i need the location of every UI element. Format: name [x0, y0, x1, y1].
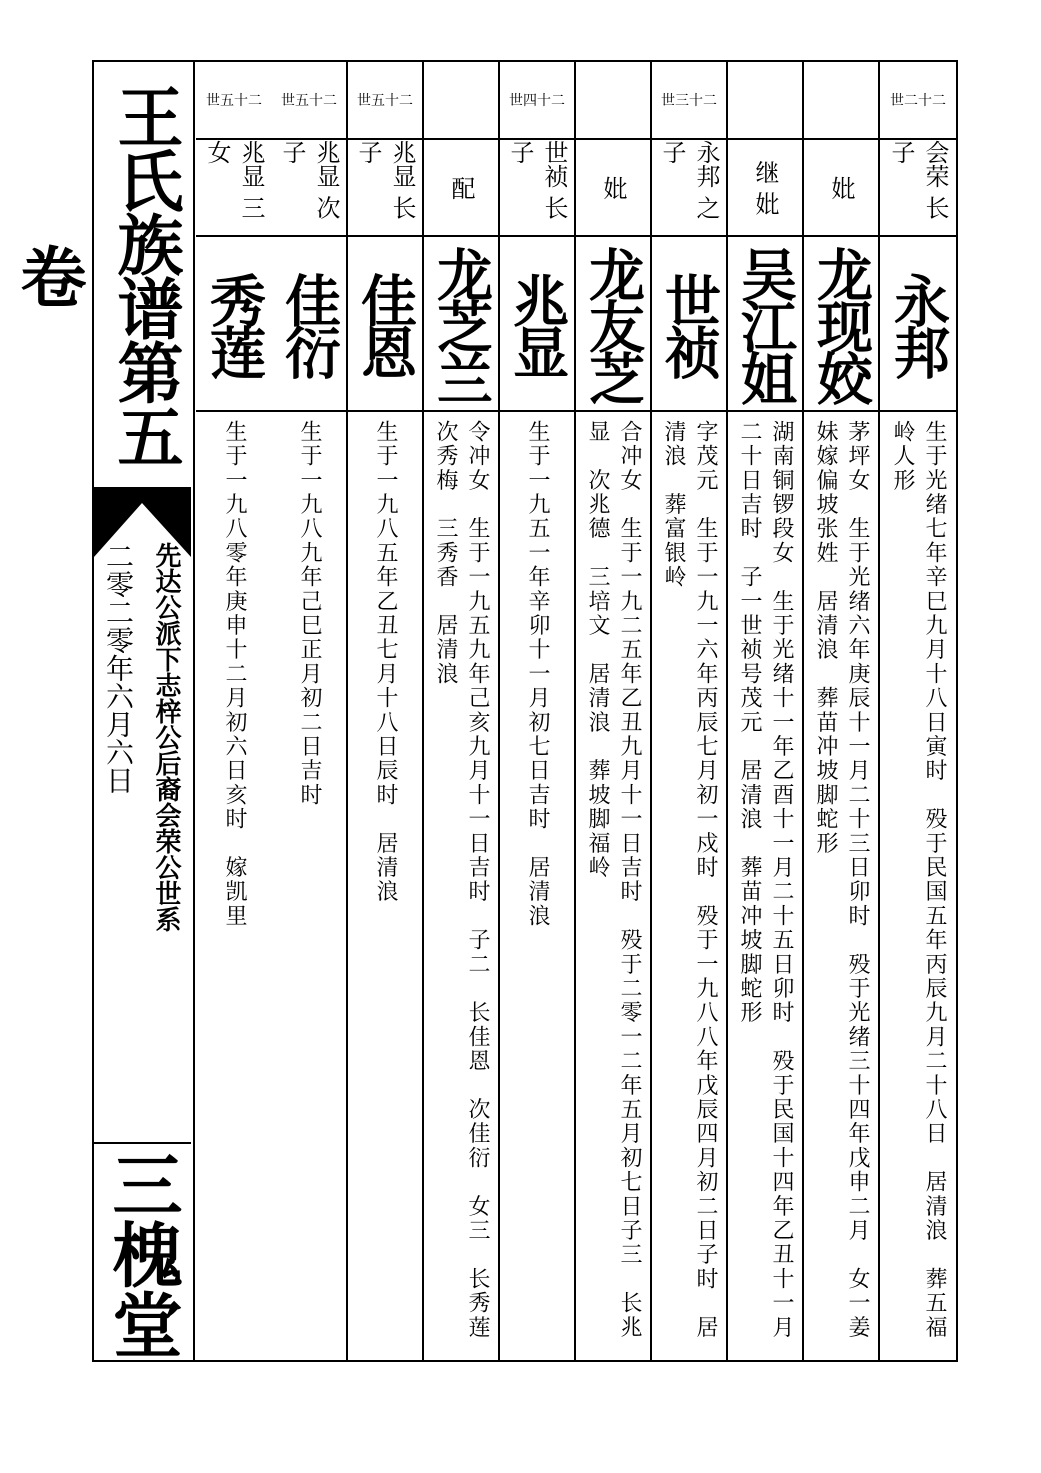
- name-cell: [576, 237, 650, 412]
- relation-cell: [728, 140, 802, 237]
- biography: 令冲女 生于一九五九年己亥九月十一日吉时 子二 长佳恩 次佳衍 女三 长秀莲 次秀梅 三秀香 居清浪: [433, 420, 490, 1364]
- bio-cell: [576, 414, 650, 1359]
- relation-label: 兆显 次子: [278, 140, 340, 220]
- person-name: 世祯: [656, 271, 722, 376]
- entry-column: [196, 62, 272, 1360]
- entry-column: [576, 62, 652, 1360]
- entry-column: [728, 62, 804, 1360]
- generation-label: 世五十二: [196, 62, 272, 140]
- generation-label: 世三十二: [652, 62, 726, 140]
- bio-cell: [424, 414, 498, 1364]
- biography: 合冲女 生于一九二五年乙丑九月十一日吉时 殁于二零一二年五月初七日子三 长兆显 次兆德 三培文 居清浪 葬坡脚福岭: [585, 420, 642, 1340]
- relation-label: 继 妣: [751, 159, 779, 216]
- generation-label: [424, 62, 498, 140]
- person-name: 吴江姐: [732, 245, 798, 402]
- bio-cell: [880, 414, 956, 1359]
- biography: 字茂元 生于一九一六年丙辰七月初一戍时 殁于一九八八年戊辰四月初二日子时 居清浪 葬富银岭: [661, 420, 718, 1340]
- volume-title: 王氏族谱第五卷: [9, 82, 184, 467]
- generation-label: [728, 62, 802, 140]
- bio-cell: [272, 414, 346, 1359]
- biography: 湖南铜锣段女 生于光绪十一年乙酉十一月二十五日卯时 殁于民国十四年乙丑十一月二十日吉时 子一世祯号茂元 居清浪 葬苗冲坡脚蛇形: [737, 420, 794, 1340]
- relation-label: 妣: [599, 175, 627, 200]
- relation-cell: [500, 140, 574, 237]
- bio-cell: [500, 414, 574, 1359]
- entries: [195, 62, 956, 1364]
- person-name: 龙现姣: [808, 245, 874, 402]
- person-name: 秀莲: [201, 271, 267, 376]
- person-name: 佳恩: [352, 271, 418, 376]
- name-cell: [804, 237, 878, 412]
- relation-cell: [272, 140, 346, 237]
- generation-label: 世五十二: [348, 62, 422, 140]
- relation-label: 世祯 长子: [506, 140, 568, 220]
- biography: 生于一九八零年庚申十二月初六日亥时 嫁凯里: [222, 420, 247, 929]
- name-cell: [880, 237, 956, 412]
- genealogy-page: [9, 60, 958, 1364]
- generation-label: 世五十二: [272, 62, 346, 140]
- relation-cell: [880, 140, 956, 237]
- relation-label: 永邦 之子: [658, 140, 720, 220]
- person-name: 佳衍: [276, 271, 342, 376]
- entry-column: [804, 62, 880, 1360]
- entry-column: [348, 62, 424, 1360]
- hall-name: 三槐堂: [94, 1142, 191, 1364]
- relation-cell: [348, 140, 422, 237]
- generation-label: [804, 62, 878, 140]
- relation-cell: [424, 140, 498, 237]
- name-cell: [348, 237, 422, 412]
- relation-cell: [576, 140, 650, 237]
- person-name: 龙友芝: [580, 245, 646, 402]
- relation-label: 配: [447, 175, 475, 200]
- name-cell: [196, 237, 272, 412]
- relation-cell: [804, 140, 878, 237]
- person-name: 兆显: [504, 271, 570, 376]
- generation-label: 世二十二: [880, 62, 956, 140]
- biography: 生于一九五一年辛卯十一月初七日吉时 居清浪: [525, 420, 550, 929]
- bio-cell: [804, 414, 878, 1359]
- bio-cell: [728, 414, 802, 1359]
- entry-column: [652, 62, 728, 1360]
- bio-cell: [196, 414, 272, 1359]
- relation-label: 妣: [827, 175, 855, 200]
- name-cell: [500, 237, 574, 412]
- relation-label: 兆显 长子: [354, 140, 416, 220]
- name-cell: [272, 237, 346, 412]
- person-name: 永邦: [885, 271, 951, 376]
- bio-cell: [652, 414, 726, 1359]
- entry-column: [880, 62, 956, 1360]
- title-column: [9, 62, 195, 1360]
- name-cell: [652, 237, 726, 412]
- generation-label: [576, 62, 650, 140]
- entry-column: [272, 62, 348, 1360]
- relation-cell: [652, 140, 726, 237]
- name-cell: [728, 237, 802, 412]
- biography: 生于光绪七年辛巳九月十八日寅时 殁于民国五年丙辰九月二十八日 居清浪 葬五福岭人形: [890, 420, 947, 1340]
- lineage-subtitle: 先达公派下志梓公后裔会荣公世系: [151, 542, 181, 932]
- biography: 生于一九八九年己巳正月初二日吉时: [297, 420, 322, 808]
- person-name: 龙芝兰: [428, 245, 494, 402]
- relation-label: 兆显 三女: [203, 140, 265, 220]
- entry-column: [424, 62, 500, 1364]
- bio-cell: [348, 414, 422, 1359]
- relation-cell: [196, 140, 272, 237]
- name-cell: [424, 237, 498, 412]
- entry-column: [500, 62, 576, 1360]
- biography: 茅坪女 生于光绪六年庚辰十一月二十三日卯时 殁于光绪三十四年戊申二月 女一姜妹嫁偏坡张姓 居清浪 葬苗冲坡脚蛇形: [813, 420, 870, 1340]
- relation-label: 会荣 长子: [887, 140, 949, 220]
- biography: 生于一九八五年乙丑七月十八日辰时 居清浪: [373, 420, 398, 904]
- compile-date: 二零二零年六月六日: [102, 542, 135, 794]
- generation-label: 世四十二: [500, 62, 574, 140]
